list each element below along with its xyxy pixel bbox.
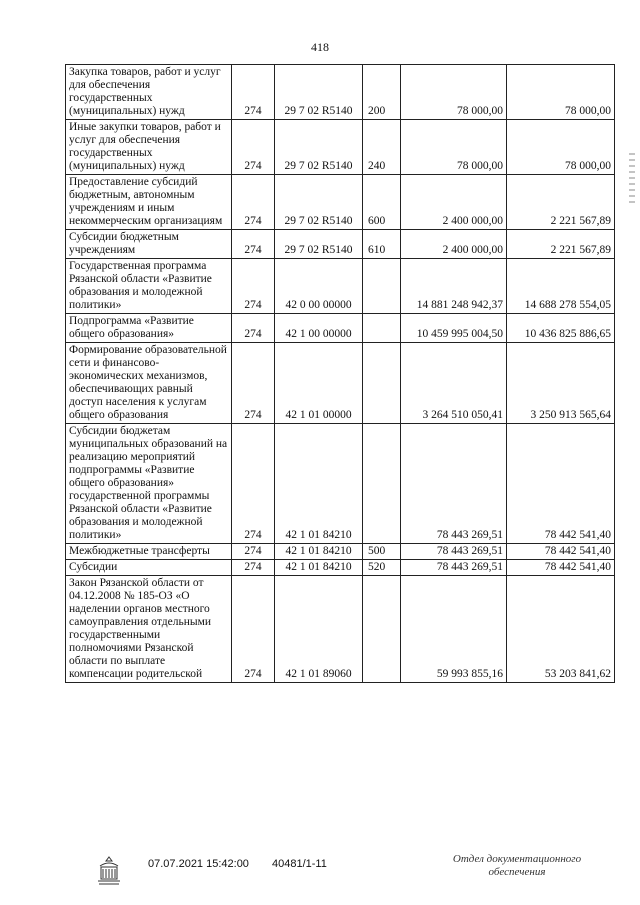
cell-vr: [363, 314, 401, 343]
table-row: [66, 314, 615, 343]
cell-code: 274: [232, 560, 275, 576]
budget-table-body: [66, 65, 615, 683]
budget-table: [65, 64, 615, 683]
cell-vr: [363, 343, 401, 424]
footer-reg-number: 40481/1-11: [272, 858, 327, 870]
cell-csr: 42 1 01 84210: [275, 424, 363, 544]
cell-sum1: 2 400 000,00: [401, 230, 507, 259]
cell-code: 274: [232, 424, 275, 544]
cell-csr: 29 7 02 R5140: [275, 120, 363, 175]
cell-sum2: 78 442 541,40: [507, 560, 615, 576]
table-row: [66, 65, 615, 120]
cell-name: Иные закупки товаров, работ и услуг для обеспечения государственных (муниципальных) нужд: [66, 120, 232, 175]
cell-vr: [363, 576, 401, 683]
cell-name: Субсидии: [66, 560, 232, 576]
cell-name: Субсидии бюджетным учреждениям: [66, 230, 232, 259]
cell-sum2: 78 000,00: [507, 120, 615, 175]
cell-csr: 29 7 02 R5140: [275, 230, 363, 259]
cell-sum2: 53 203 841,62: [507, 576, 615, 683]
cell-csr: 29 7 02 R5140: [275, 175, 363, 230]
cell-code: 274: [232, 259, 275, 314]
cell-vr: [363, 259, 401, 314]
cell-code: 274: [232, 175, 275, 230]
cell-sum2: 78 442 541,40: [507, 424, 615, 544]
cell-sum1: 3 264 510 050,41: [401, 343, 507, 424]
cell-name: Предоставление субсидий бюджетным, автономным учреждениям и иным некоммерческим организациям: [66, 175, 232, 230]
cell-sum1: 78 443 269,51: [401, 424, 507, 544]
cell-sum2: 2 221 567,89: [507, 230, 615, 259]
cell-sum1: 78 443 269,51: [401, 544, 507, 560]
coat-of-arms-icon: [92, 854, 126, 888]
cell-csr: 42 1 01 84210: [275, 544, 363, 560]
cell-code: 274: [232, 120, 275, 175]
cell-sum2: 10 436 825 886,65: [507, 314, 615, 343]
table-row: [66, 343, 615, 424]
cell-sum1: 78 000,00: [401, 65, 507, 120]
cell-vr: 520: [363, 560, 401, 576]
table-row: [66, 120, 615, 175]
cell-vr: 500: [363, 544, 401, 560]
cell-sum2: 3 250 913 565,64: [507, 343, 615, 424]
cell-vr: 240: [363, 120, 401, 175]
cell-sum2: 14 688 278 554,05: [507, 259, 615, 314]
cell-csr: 42 0 00 00000: [275, 259, 363, 314]
cell-sum2: 78 442 541,40: [507, 544, 615, 560]
cell-code: 274: [232, 230, 275, 259]
table-row: [66, 576, 615, 683]
cell-csr: 29 7 02 R5140: [275, 65, 363, 120]
stamp-line-1: Отдел документационного: [452, 853, 582, 865]
cell-csr: 42 1 01 84210: [275, 560, 363, 576]
cell-name: Закупка товаров, работ и услуг для обеспечения государственных (муниципальных) нужд: [66, 65, 232, 120]
cell-code: 274: [232, 314, 275, 343]
page-number: 418: [311, 40, 329, 54]
department-stamp: [442, 853, 592, 879]
cell-csr: 42 1 01 89060: [275, 576, 363, 683]
cell-sum2: 78 000,00: [507, 65, 615, 120]
cell-code: 274: [232, 576, 275, 683]
cell-sum1: 10 459 995 004,50: [401, 314, 507, 343]
cell-vr: 610: [363, 230, 401, 259]
cell-name: Закон Рязанской области от 04.12.2008 № 185-ОЗ «О наделении органов местного самоуправления отдельными государственными полномочиями Рязанской области по выплате компенсации родительской: [66, 576, 232, 683]
table-row: [66, 544, 615, 560]
cell-sum1: 2 400 000,00: [401, 175, 507, 230]
cell-sum2: 2 221 567,89: [507, 175, 615, 230]
scan-edge-marks: [628, 150, 636, 210]
cell-csr: 42 1 00 00000: [275, 314, 363, 343]
cell-sum1: 78 000,00: [401, 120, 507, 175]
table-row: [66, 259, 615, 314]
cell-vr: 600: [363, 175, 401, 230]
cell-name: Формирование образовательной сети и финансово-экономических механизмов, обеспечивающих равный доступ населения к услугам общего образования: [66, 343, 232, 424]
cell-sum1: 14 881 248 942,37: [401, 259, 507, 314]
cell-vr: 200: [363, 65, 401, 120]
table-row: [66, 424, 615, 544]
cell-name: Межбюджетные трансферты: [66, 544, 232, 560]
cell-code: 274: [232, 343, 275, 424]
cell-code: 274: [232, 544, 275, 560]
cell-csr: 42 1 01 00000: [275, 343, 363, 424]
cell-name: Государственная программа Рязанской области «Развитие образования и молодежной политики»: [66, 259, 232, 314]
table-row: [66, 230, 615, 259]
cell-sum1: 78 443 269,51: [401, 560, 507, 576]
footer-timestamp: 07.07.2021 15:42:00: [148, 858, 249, 870]
cell-code: 274: [232, 65, 275, 120]
cell-name: Подпрограмма «Развитие общего образования»: [66, 314, 232, 343]
cell-vr: [363, 424, 401, 544]
document-footer: [0, 850, 640, 900]
cell-name: Субсидии бюджетам муниципальных образований на реализацию мероприятий подпрограммы «Развитие общего образования» государственной программы Рязанской области «Развитие образования и молодежной политики»: [66, 424, 232, 544]
table-row: [66, 175, 615, 230]
stamp-line-2: обеспечения: [488, 866, 546, 878]
table-row: [66, 560, 615, 576]
cell-sum1: 59 993 855,16: [401, 576, 507, 683]
